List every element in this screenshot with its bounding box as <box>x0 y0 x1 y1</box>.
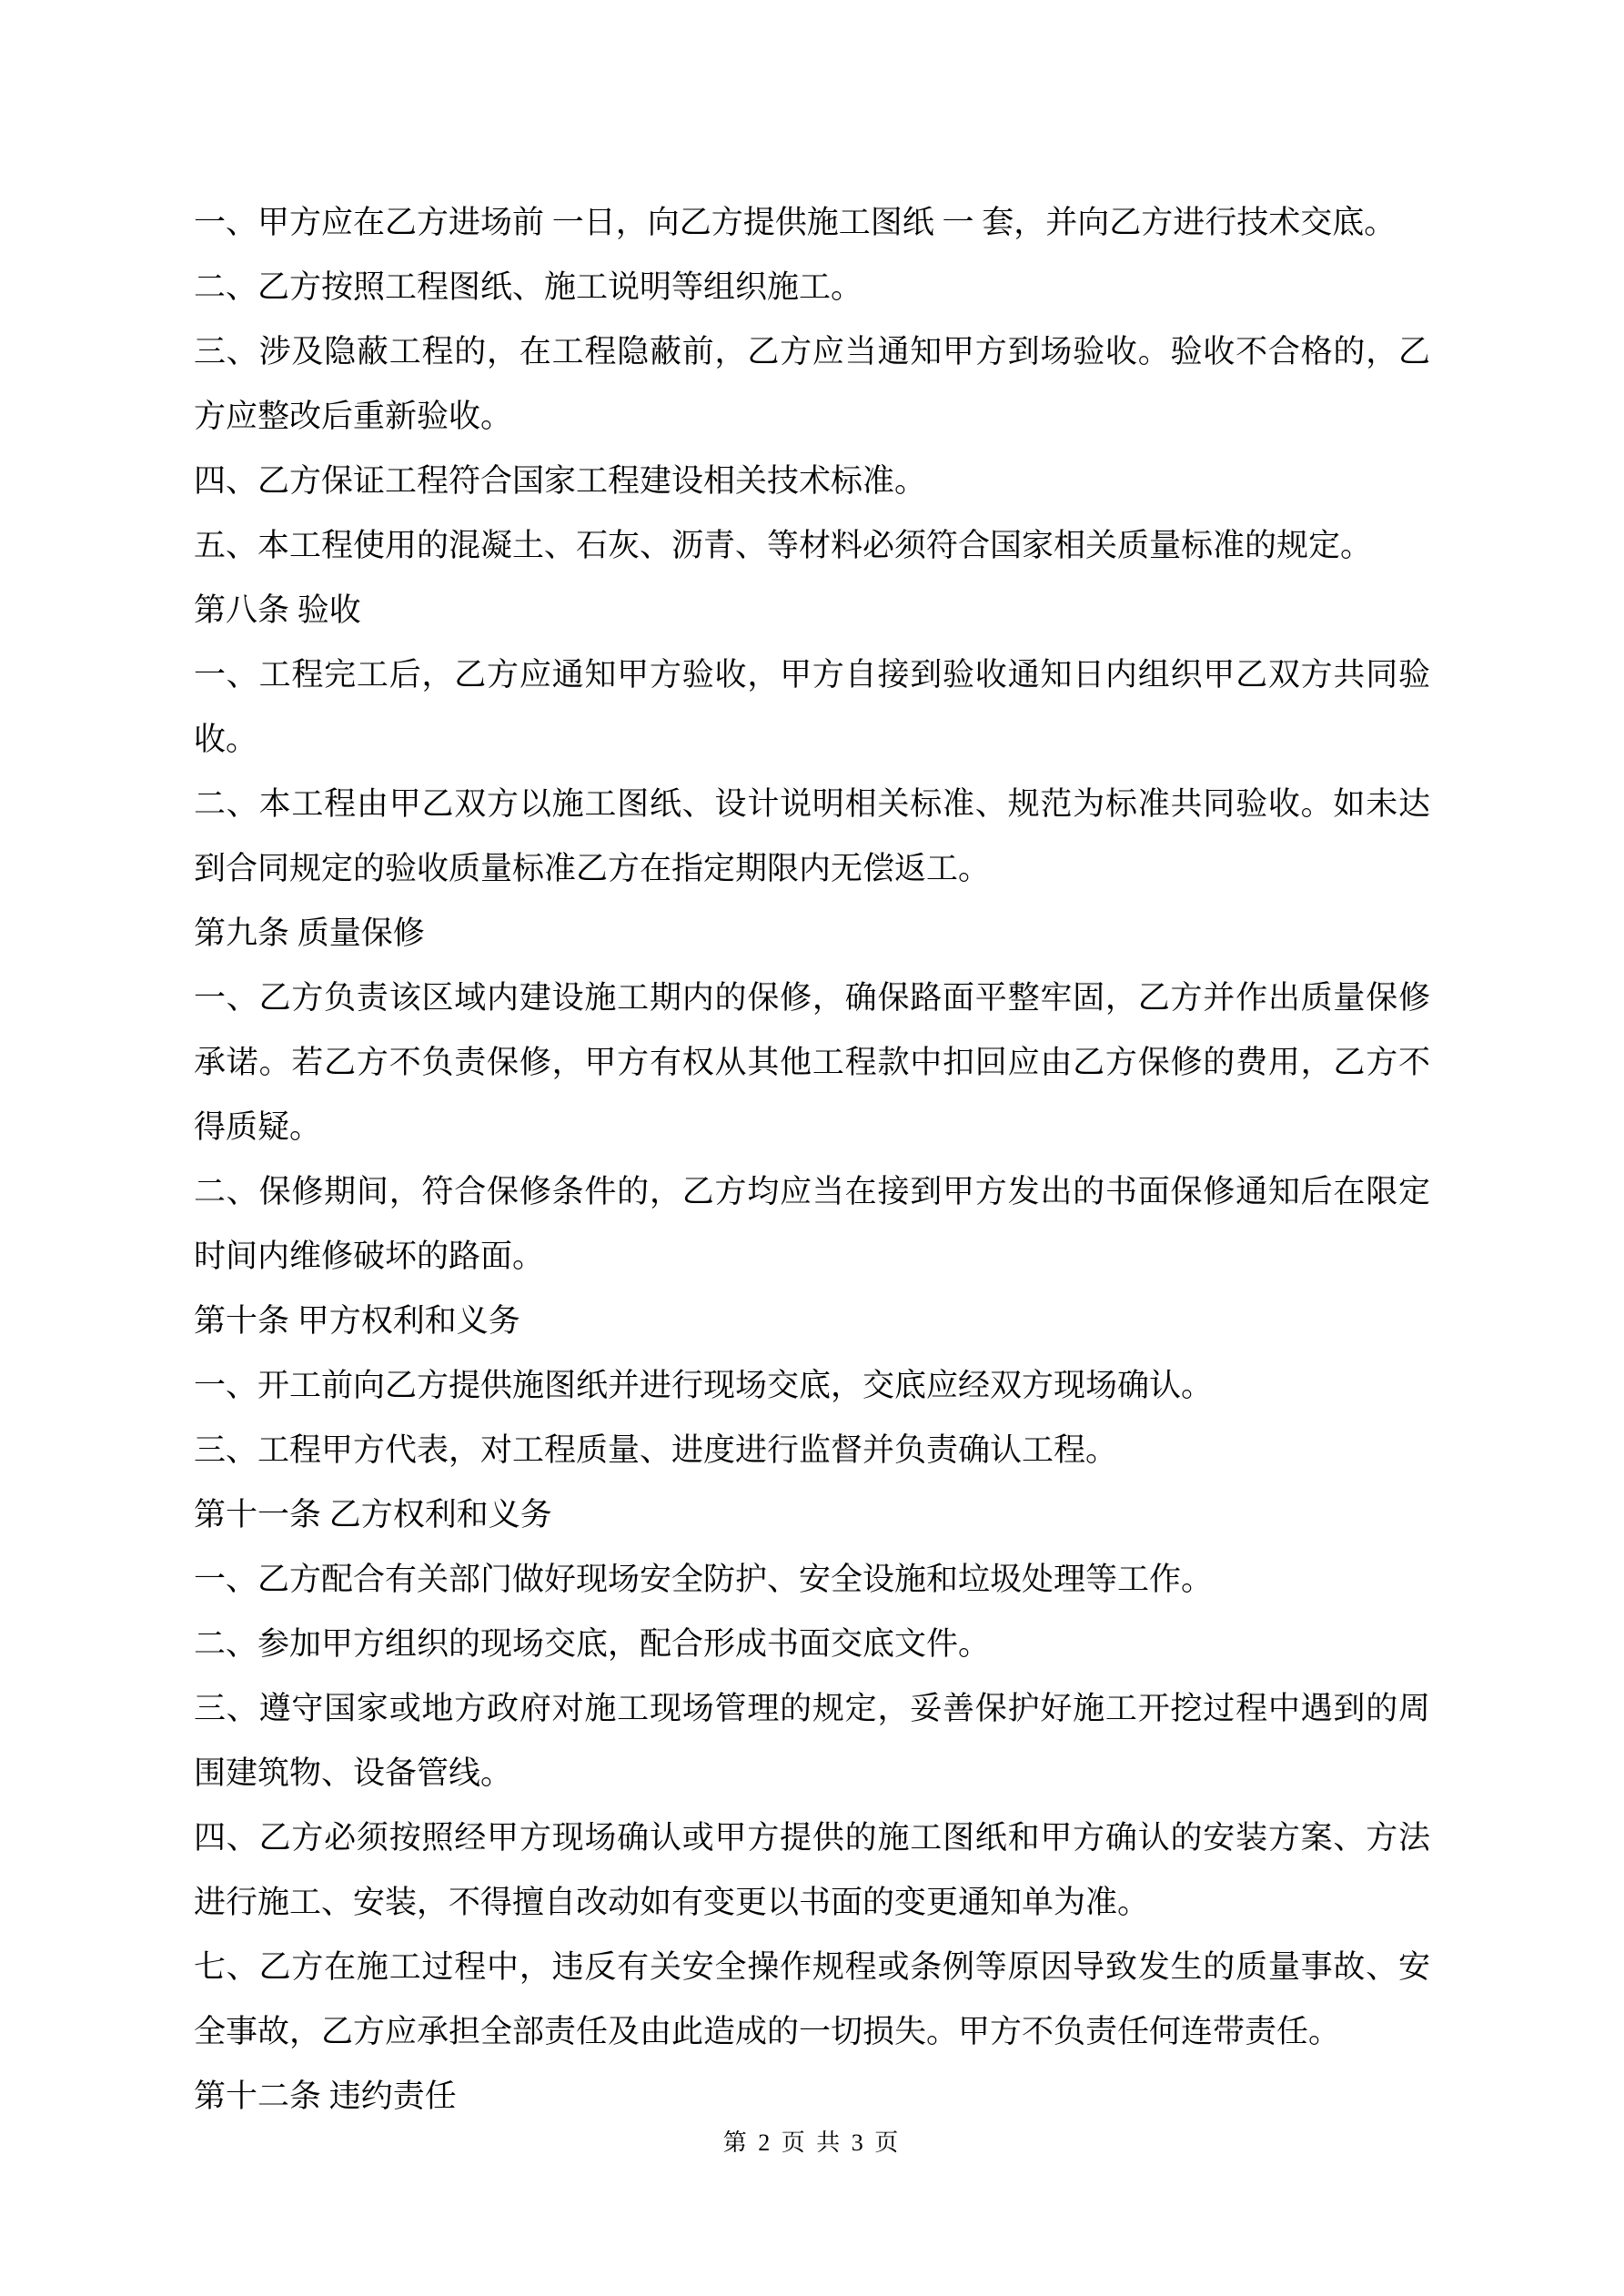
clause-item: 二、参加甲方组织的现场交底，配合形成书面交底文件。 <box>194 1626 991 1662</box>
section-heading-article-9: 第九条 质量保修 <box>194 915 425 951</box>
clause-item: 一、开工前向乙方提供施图纸并进行现场交底，交底应经双方现场确认。 <box>194 1368 1214 1403</box>
clause-item: 五、本工程使用的混凝土、石灰、沥青、等材料必须符合国家相关质量标准的规定。 <box>194 528 1373 563</box>
clause-item: 三、涉及隐蔽工程的，在工程隐蔽前，乙方应当通知甲方到场验收。验收不合格的，乙方应整改后重新验收。 <box>194 334 1430 434</box>
clause-item: 一、乙方负责该区域内建设施工期内的保修，确保路面平整牢固，乙方并作出质量保修承诺。若乙方不负责保修，甲方有权从其他工程款中扣回应由乙方保修的费用，乙方不得质疑。 <box>194 980 1430 1145</box>
clause-item: 三、遵守国家或地方政府对施工现场管理的规定，妥善保护好施工开挖过程中遇到的周围建筑物、设备管线。 <box>194 1691 1430 1791</box>
clause-item: 七、乙方在施工过程中，违反有关安全操作规程或条例等原因导致发生的质量事故、安全事故，乙方应承担全部责任及由此造成的一切损失。甲方不负责任何连带责任。 <box>194 1949 1430 2049</box>
section-heading-article-12: 第十二条 违约责任 <box>194 2079 457 2114</box>
clause-item: 二、保修期间，符合保修条件的，乙方均应当在接到甲方发出的书面保修通知后在限定时间内维修破坏的路面。 <box>194 1174 1430 1274</box>
clause-item: 三、工程甲方代表，对工程质量、进度进行监督并负责确认工程。 <box>194 1432 1118 1468</box>
clause-item: 四、乙方必须按照经甲方现场确认或甲方提供的施工图纸和甲方确认的安装方案、方法进行施工、安装，不得擅自改动如有变更以书面的变更通知单为准。 <box>194 1820 1430 1920</box>
clause-item: 二、本工程由甲乙双方以施工图纸、设计说明相关标准、规范为标准共同验收。如未达到合同规定的验收质量标准乙方在指定期限内无偿返工。 <box>194 786 1430 886</box>
clause-item: 一、工程完工后，乙方应通知甲方验收，甲方自接到验收通知日内组织甲乙双方共同验收。 <box>194 657 1430 757</box>
clause-item: 二、乙方按照工程图纸、施工说明等组织施工。 <box>194 269 863 305</box>
clause-item: 一、乙方配合有关部门做好现场安全防护、安全设施和垃圾处理等工作。 <box>194 1562 1214 1597</box>
clause-item: 一、甲方应在乙方进场前 一日，向乙方提供施工图纸 一 套，并向乙方进行技术交底。 <box>194 205 1397 240</box>
contract-body <box>194 190 1430 2129</box>
section-heading-article-11: 第十一条 乙方权利和义务 <box>194 1497 552 1532</box>
section-heading-article-8: 第八条 验收 <box>194 592 361 628</box>
section-heading-article-10: 第十条 甲方权利和义务 <box>194 1303 520 1339</box>
page-number-footer: 第 2 页 共 3 页 <box>722 2129 902 2156</box>
clause-item: 四、乙方保证工程符合国家工程建设相关技术标准。 <box>194 463 927 499</box>
